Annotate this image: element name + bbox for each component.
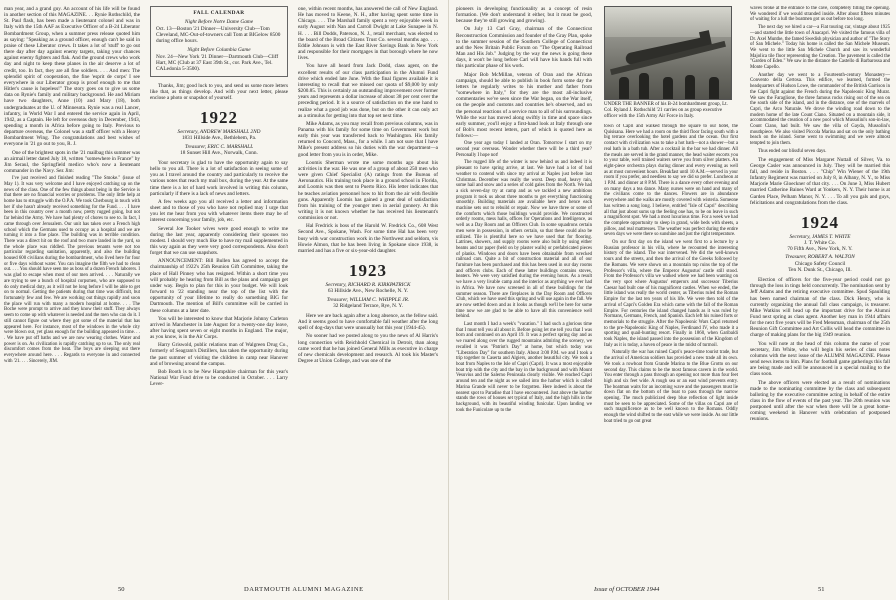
left-c3-para-5: Hal Fredrick is boss of the Harold W. Fredrick Co., 608 West Second Ave., Spokane, Wash. For some time Hal has been very busy with war construction work in the Northwest and seldom, vis Howie Almon, that he has been living in Spokane since 1938, is married and has a five or six-year-old daughter.	[298, 223, 438, 254]
right-c1-letter-3: Last month I had a week's "vacation." I had such a glorious time that I must tell you all about it. Before going let me tell you that I was born and continued on an April 19. It was a perfect spring day and as we roared along over the rugged mountains admiring the scenery, we recalled it was "Patriot's Day" at home, but which today was "Liberation Day" for southern Italy. About 3:00 P.M. we and I took a trip together to Caserta and Algiers, another beautiful city. We took a boat from Naples to the Isle of Capri (Capri). It was a most enjoyable boat trip with the city and the bay in the background and with Mount Vesuvius and the Salerno Peninsula clearly visible. We reached Capri around ten and the night as we sailed into the harbor which is called Marina Grande will never to be forgotten. Here indeed is about the nearest spot to Paradise that I have encountered. Just above the harbor stands the rows of houses set typical of Italy, and the high hills in the background, with its beautiful winding funicular. Upon landing we took the Funicolare up to the	[456, 322, 592, 413]
class-1924-treasurer-line-1: Chicago Safety Council	[794, 260, 846, 267]
class-1924-treasurer-line-2: Ten N. Dunk St., Chicago, Ill.	[788, 266, 852, 273]
left-c2-para-7: Bob Booth is to be New Hampshire chairman for this year's National War Fund drive to be conducted in October. . . . Larry Lever-	[150, 368, 288, 388]
left-c2-para-1: Your secretary is glad to have the opportunity again to say hello to you all. There is a lot of satisfaction in seeing some of you as I travel around the country and particularly to receive the various notes that reach my mail box, during the year. At the same time there is a lot of hard work involved in writing this column, particularly if there is a lack of news and letters.	[150, 159, 288, 197]
class-1924-secretary: Secretary, JAMES T. WHITE	[789, 233, 851, 240]
right-c2-para-2: On our first day on the island we went first to a lecture by a Russian professor in his villa, where he recounted the interesting history of the island. The war intervened. We did the well-known tours and the streets, and then the arrival of the Greeks followed by the Romans. We were shown on a mountain top ruins the top of the Professor's villa, where the Emperor Augustus' castle still stood. From the Professor's villa we walked where we had been wanting on the very spot where Augustus' emperors and successor Tiberius Caesar had built one of his magnificent castles. When we ended, the little island was really the world center, as Tiberius ruled the Roman Empire for the last ten years of his life. We were then told of the arrival of Capri's Golden Era which came with the fall of the Roman Empire. For centuries the island changed hands as it was ruled by Normans, Germans, French, and Spanish. Each left his ruined forts or memorials to the struggle. After the Napoleonic Wars Capri returned to the pre-Napoleonic King of Naples, Ferdinand IV, who made it a sporting and quail-hunting resort. Finally in 1860, when Garibaldi took Naples, the island passed into the possession of the Kingdom of Italy as it is today, a haven of peace in the midst of turmoil.	[604, 240, 738, 348]
right-c3-para-4: Thus ended our blissful seven days.	[758, 148, 827, 154]
left-page-number: 50	[118, 586, 125, 593]
right-c1-para-1: pioneers in developing functionality as a concept of resin formation. (We don't understand it either, but it must be good, because they're still growing and growing).	[456, 6, 592, 25]
page-spine	[448, 0, 449, 600]
aircraft-photo-icon	[604, 6, 732, 100]
left-c2-para-2: A few weeks ago you all received a letter and information sheet and to those of you who have not replied may I urge that you let me hear from you with whatever items there may be of interest concerning your family, job, etc.	[150, 198, 288, 224]
left-c3-after-1: Here we are back again after a long absence, as the fellow said. And it seems good to have comfortable fall weather after the long spell of dog-days that were unusually hot this year (1944-45).	[298, 312, 438, 332]
right-c2-para-1: town of Capri and walked through the square to our hotel, the Quisisana. Here we had a room on the third floor facing south with a big terrace overlooking the hotel gardens and the ocean. Our first contact with civilization was to take a hot bath—not a shower—but a real bath in a bath tub. After a cocktail in the bar we had dinner. All the meals are served in the grand manner, the head waiter escorts you to your table, well trained waiters serve you from silver platters. An eight-piece orchestra plays during dinner and every evening as well as at most convenient hours. Breakfast until 10 A.M.—served in your room if you prefer, and needless to say we did so prefer. Luncheon at 1 P.M. and dinner at 8 P.M. There is a dance every other evening and on many days a tea dance. Many nurses were on hand and many of the civilians come to the dances. Flowers are in abundance everywhere and the walks are mostly covered with wisteria. Someone has written a song long. I believe, entitled "Isle of Capri" describing all that just about sums up the feeling one has, to be on leave in such a magnificent spot. We had a most luxurious time. For a week we had the complete opportunity to sleep in grand, wide beds with sheets, a pillow, and real mattresses. The weather was perfect during the entire seven days we were there so sunshine and just the right temperature.	[604, 124, 738, 238]
class-1922-secretary-address: 1831 Hillside Ave., Bethlehem, Pa.	[181, 135, 257, 142]
fall-calendar-line-1: Oct. 13—Boston '21 Dinner—University Club—Tom Cleveland, MC-Out-of-towners call Tom at BIGelow 8500 during office hours.	[156, 25, 281, 45]
right-c1-letter-1: One year ago today I landed at Oran. Tomorrow I start on my second year overseas. Wonder whether there will be a third year? Personally I hope not!	[456, 141, 592, 158]
left-c1-letter: I've just received and finished reading "The Smoke." (issue of May 1). It was very welcome and I have enjoyed catching up on the news of the class. One of the few things about being in the Service is that there are no financial worries or problems. The only little help at home has to struggle with the O.P.A. We took Cherbourg in touch with her if she hasn't already received something for the Fund. . . . I have been in this country over a month now, pretty rugged going, but not far behind the Army. We have had plenty of chores to see to. In fact, I came through over Jerusalem. Our unit has taken over a French high school which the Germans used to occupy as a hospital and we are turning it into a fine place. The building was in terrible condition. There was a direct hit on the roof and two more landed in the yard, so the whole place was riddled. The previous tenants were not too particular regarding sanitation, apparently, and also the building housed 600 civilians during the bombardment, who lived here for four or five days without water. You can imagine the filth we had to clean out. . . . You should have seen me as boss of a dozen French laborers. I was glad to escape when most of our men arrived. . . . Naturally we are trying to see a bunch of hospital corpsmen, who are supposed to do only medical duty, as it will not be long before I will be able to get on to normal. Getting the patients during that time was difficult, but fortunately few and few. We are working out things rapidly and soon the place will run with many a modern hospital at home. . . . The Boche were prompt to arrive and they know their stuff. They always seem to come up with whatever is needed and the men who can do it. I still cannot figure out where they got some of the material that has appeared here. For instance, most of the windows in the whole city were blown out, yet glass enough for the building appeared in time. . . . We have put off baths and we are now wearing clothes. Water and power is on. As civilization is rapidly catching up to us. The only real discomfort comes from the heat. The boys are sleeping out there everywhere around here. . . . Regards to everyone in and connected with '21. . . . Sincerely, JIM.	[4, 176, 140, 364]
right-c3-after-3: The above officers were elected as a result of nominations made to the nominating committee by the class and subsequent balloting by the executive committee acting in behalf of the entire class in the flow of events of the past year. The 20th reunion was postponed until after the war when there will be a great home-coming weekend in Hanover with celebration of postponed reunions.	[750, 379, 890, 423]
class-1923-secretary: Secretary, RICHARD R. KIRKPATRICK	[325, 282, 411, 289]
class-1924-treasurer: Treasurer, ROBERT A. WALTON	[785, 254, 855, 261]
left-c2-para-6: Harry Griswold, public relations man of Walgreen Drug Co., formerly of Seagram's Distillers, has taken the opportunity during the past summer of visiting the children in camp near Hanover and of browsing around the campus.	[150, 342, 288, 367]
left-c2-para-4: ANNOUNCEMENT: Bill Bullen has agreed to accept the chairmanship of 1922's 25th Reunion Gift Committee, taking the place of Hall Pinney who has resigned. Within a short time you will probably be hearing from Bill as the plans and campaign get under way. Begin to plan for this in your budget. We will look forward to '22 standing near the top of the list with the opportunity of your lifetime to really do something BIG for Dartmouth. The mention of Bill's committee will be carried in these columns at a later date.	[150, 258, 288, 314]
left-c3-para-3: Mike Adams, as you may recall from previous columns, was in Panama with his family for some time on Government work but early this year was transferred back to Washington. His family returned to Concord, Mass., for a while. I am not sure that I have Mike's present address so his duties with the war department—a good letter from you is in order, Mike.	[298, 120, 438, 158]
right-c1-para-2: On July 13 Carl Gray, chairman of the Connecticut Reconstruction Commission and founder of the Gray Plan, spoke to the summer session of the Southern College of Connecticut and the New Britain Public Forum on "The Operating Railroad Man and His Job." Judging by the way the news is going these days, it won't be long before Carl will have his hands full with this particular phase of his work.	[456, 26, 592, 70]
left-c1-para-1: man year, and a grand guy. An account of his life will be found in another section of this MAGAZINE. . . Rynie Rothschild, the St. Paul flash, has been made a lieutenant colonel and was in Italy with the 15th AAF as Executive Officer of a B-24 Liberator Bombardment Group, when a summer press release quoted him as saying: "Speaking as a ground officer, enough can't be said in praise of these Liberator crews. It takes a lot of 'stuff' to go out there day after day against enemy targets, taking your chances against enemy fighters and flak. And the ground crews who work day and night to keep these planes in the air deserve a lot of credit, too. In fact, they are all fine soldiers. . . . And men: The splendid spirit of cooperation, the fine 'esprit de corps' I see everywhere in our Liberator group is proof enough to me that Hitler's cause is hopeless!" The story goes on to give us some data on Rynie's family and military background. He and Miriam have two daughters, Anne (10) and Mary (18), both undergraduates at the U. of Minnesota. Rynie was a real Lancer, infantry, in World War I and entered the service again in April, 1942, as a Captain. He left for overseas duty in December, 1943, spending a month in Africa before going to Italy. Previous to departure overseas, the Colonel was a staff officer with a Heavy Bombardment Wing. The congratulations and best wishes of everyone in '21 go out to you, R. J.	[4, 6, 140, 148]
left-column-2	[150, 6, 288, 584]
left-column-1	[4, 6, 140, 584]
class-1924-secretary-line-2: 70 Fifth Ave., New York, N. Y.	[787, 246, 853, 253]
right-column-2-wrap	[600, 0, 742, 578]
left-c3-para-1: one, within recent months, has answered the call of New England. He has moved to Keene, N. H., after having spent some time in Chicago. . . . The Marshall family spent a very enjoyable week in early August with Nan and Carroll Dwight at Lake Sunapee in N. H. . . . Bill Dodds, Paterson, N. J., retail merchant, was elected to the board of the Broad Citizens Trust Co. several months ago. . . . Eddie Johnson is with the East River Savings Bank in New York and responsible for their mortgages in that borough where he now lives.	[298, 6, 438, 62]
class-1922-secretary: Secretary, ANDREW MARSHALL 2ND	[177, 129, 261, 136]
class-1923-treasurer: Treasurer, WILLIAM C. WHIPPLE JR.	[326, 296, 410, 303]
left-c2-para-5: You will be interested to know that Marjorie Johnny Carleton arrived in Manchester in late August for a twenty-one day leave, after having spent seven or eight months in England. The major, as you know, is in the Air Corps.	[150, 315, 288, 341]
right-c3-para-3: Another day we went to a Fourteenth-century Monastery—Convento della Certosa. This edifice, we learned, formed the headquarters of Hudson Lowe, the commander of the British Garrison in the Capri fight against the French during the Napoleonic King Murat. We saw the Faraglione, the three famous rocks rising out of the sea on the south side of the island, and in the distance, one of the marvels of Capri, the Arco Naturale. We drove the winding road down to the modern home of the late Count Ciano. Situated on a mountain side, it accommodated the creation of a new pool which Mussolini's son-in-law, Count Ciano, had built. We saw the villa of Gayda, Mussolini's mouthpiece. We also visited Piccola Marina and sat on the only bathing beach on the island. Some went to swimming and we were almost tempted to join them.	[750, 72, 890, 147]
class-1923-treasurer-address: 32 Ridgeland Terrace, Rye, N. Y.	[333, 302, 403, 309]
issue-label: Issue of OCTOBER 1944	[594, 586, 660, 593]
fall-calendar-box	[150, 6, 288, 77]
left-c3-para-2: You have all heard from Jack Dodd, class agent, on the excellent results of our class participation in the Alumni Fund drive which ended late June. With the final figures available it is interesting to recall that we missed our quota of $9,000 by only $200.85. This is certainly an outstanding improvement over former years and represents a dollar increase of about 38 per cent over the preceding period. It is a source of satisfaction on the one hand to realize what a good job was done, but on the other it can only act as a stimulus for getting into that top set next time.	[298, 63, 438, 119]
right-c3-after-2: You will note at the head of this column the name of your secretary, Jim White, who will begin his series of class notes columns with the next issue of the ALUMNI MAGAZINE. Please send news items to him. Plans for football game gatherings this fall are being made and will be announced in a special mailing to the class soon.	[750, 340, 890, 378]
class-1923-heading	[298, 262, 438, 309]
class-1923-secretary-address: 63 Hillside Ave., New Rochelle, N. Y.	[327, 288, 409, 295]
fall-calendar-line-2: Night Before Columbia Game	[187, 47, 251, 54]
right-page-number: 51	[818, 586, 825, 593]
fall-calendar-line-3: Nov. 24—New York '21 Dinner—Dartmouth Club—Cliff Hart, MC (Club at 37 East 39th St., cor. Park Ave., Tel. CALedonia 5-3500).	[156, 53, 279, 73]
left-c3-para-4: Loomis Sherman wrote me some months ago about his activities in the war. He was one of a group of about 250 men who were given Chief Specialist (A) ratings from the Bureau of Aeronautics. His training took place in a ground school in Florida, and Loomis was then sent to Puerto Rico. His letter indicates that he teaches aviation personnel how to hit from the air with flexible guns. Apparently Loomis has gained a great deal of satisfaction from his training of the younger men in aerial gunnery. At this writing it is not known whether he has received his lieutenant's commission or not.	[298, 159, 438, 222]
left-c1-para-2: One of the brightest spots in the '21 mailbag this summer was an airmail letter dated July 18, written "somewhere in France" by Jim Seraul, the Springfield medico who's now a lieutenant commander in the Navy. Sez Jim:	[4, 149, 140, 175]
class-1924-year: 1924	[801, 212, 839, 232]
right-c3-after-1: Election of officers for the five-year period could not go through the loss in tings held concurrently. The nomination sent by Jeff Adams and the retiring executive committee. Spud Spaulding has been named chairman of the class. Dick Henry, who is currently organizing the annual fall class campaign, is treasurer. Mike Watkins will head up the important drive for the Alumni Fund next spring as class agent. Another key man in 1944 affairs for the next five years will be Fred Mensman, chairman of the 25th Reunion Gift Committee and Art Collis will head the committee in charge of making plans for the big 1949 reunion.	[750, 277, 890, 339]
class-1922-heading	[150, 109, 288, 156]
class-1922-treasurer-address: 18 Sunset Hill Ave., Norwalk, Conn.	[180, 149, 258, 156]
left-c2-after-box: Thanks, Jim; good luck to you, and send us some more letters like that, as things develop. And with your next letter, please enclose a photo or snapshot of yourself.	[150, 82, 288, 101]
class-1922-treasurer: Treasurer, ERIC C. MARSHALL	[184, 143, 254, 150]
right-c1-letter-2: The rugged life of the winter is now behind us and indeed it is pleasant to have spring arrive, at last. We have had a lot of bad weather to contend with since my arrival at Naples just before last Christmas. December was really the worst. Deep mud, heavy rain, some hail and snow and a series of cold gales from the North. We had a sick seven-day try at camp and as we tackled a new ambitious program it took us about three months to get everything functioning smoothly. Building materials are available here and hence each machine sets out to rebuild or repair. Now we have three or some of the comforts which those buildings would provide. We constructed orderly rooms, mess halls, offices for Operations and Intelligence, as well as a Day Room and an Officers Club. In some squadrons certain men were in possession, in others certain, so that these could also be utilized. Tile is plentiful here so we have used that for flooring. Latrines, showers, and supply rooms were also built by using either beams and tar paper (held on by plaster walls) or prefabricated pieces of planks. Windows and doors have been obtainable from wrecked railroad cars. Quite a bit of construction material and all of our furniture has been purchased and this has been used in our day rooms and officers clubs. Each of these latter buildings contains stoves, heaters. We were very satisfied during the evening hours. As a result we have a very livable camp and the interior as anything we ever had in Africa. We have now screened in all of these buildings for the summer season. There are fireplaces in the Day Room and Officers Club, which we have used this spring and will use again in the fall. We are now settled down and as it looks as though we'll be here for some time now we are glad to be able to have all this convenience well behind.	[456, 160, 592, 320]
right-column-3	[750, 6, 890, 584]
class-1924-secretary-line-1: J. T. White Co.	[804, 240, 836, 247]
class-1922-year: 1922	[200, 108, 238, 128]
right-column-2	[604, 124, 738, 578]
right-c1-para-3: Major Bob McMillan, veteran of Oran and the African campaign, should be able to publish in book form some day the letters he regularly writes to his mother and father from "somewhere in Italy," for they are the most all-inclusive commentaries we've seen since the War began, on the War itself, on the people and customs and countries he's observed, and on the personal reactions of a service man to all of his surroundings. While the war has moved along swiftly in time and space since early summer, you'll enjoy a first-hand look at Italy through one of Bob's most recent letters, part of which is quoted here as follows:—	[456, 71, 592, 140]
left-c3-after-2: No sooner had we posted along to you the news of Al Harris's long connection with Reichhold Chemical in Detroit, than along came word that he has joined General Mills as executive in charge of new chemicals development and research. Al took his Master's Degree at Union College, and was one of the	[298, 333, 438, 364]
left-c2-para-3: Several Joe Tooker wives were good enough to write me during the last year, apparently considering their spouses too modest. I should very much like to have my mail supplemented in this way again as they were very good correspondents. Also don't forget that we can use snapshots.	[150, 225, 288, 257]
right-c3-announce: The engagement of Miss Margaret Nuttall of Silver, Va. to George Casler was announced in July. They will be married this fall, and reside in Boston. . . . "Chip" Win Wiener of the 19th Infantry Regiment was married on July 8, in Albany, N. Y., to Miss Marjorie Marie Gloeckner of that city. . . . On June 3, Miss Hubert married Catherine Baines Ward at Yonkers, N. Y. Their home is at Garden Place, Pelham Manor, N. Y. . . . To all you gals and guys, felicitations and congratulations from the class.	[750, 156, 890, 206]
right-c3-para-1: waves broke at the entrance to the cave, completely filling the opening. We wondered if we would stranded inside. After about fifteen minutes of waiting for a lull the boatmen got us out before too long.	[750, 6, 890, 23]
left-page	[0, 0, 446, 584]
right-column-1	[456, 6, 592, 584]
class-1924-heading	[750, 214, 890, 273]
right-c3-para-2: The next day we hired a car—a Fiat touring car, vintage about 1925—and started the little town of Anacapri. We visited the famous villa of Dr. Axel Munthe, the famed Swedish physician and author of "The Story of San Michele." Today his home is called the San Michele Museum. We went to the little San Michele Church and saw its wonderful Majolica tile floor representing the Creation. The pavement is called the "Garden of Eden." We saw in the distance the Castello di Barbarossa and Monte Capello.	[750, 25, 890, 71]
class-1923-year: 1923	[349, 261, 387, 281]
photo-caption: UNDER THE BANNER of his B-24 bombardment group, Lt. Col. Ryland J. Rothschild '21 carries on as group executive officer with the 15th Army Air Force in Italy.	[604, 102, 728, 119]
right-page-footer	[452, 584, 896, 598]
magazine-name: DARTMOUTH ALUMNI MAGAZINE	[244, 586, 364, 593]
right-c2-para-3: Naturally the war has ruined Capri's peace-time tourist trade, but the arrival of American soldiers has provided a new trade all its own. We took a rowboat from Grande Marina to the Blue Grotto on our second day. This claims to be the most famous cavern in the world. You enter through a pass through an opening not more than four feet high and six feet wide. A rough sea or an east wind prevents entry. The boatman waits for an incoming wave and the passengers must lie down flat on the bottom of the boat to pass through the narrow opening. The much publicized deep blue reflection of light inside must be seen to be appreciated. Some of the villas on Capri are of such magnificence as to be well known to the Romans. Oddly enough the wind shifted to the east while we were inside. As our little boat tried to go out great	[604, 350, 738, 424]
left-column-3	[298, 6, 438, 584]
fall-calendar-subtitle: Night Before Notre Dame Game	[184, 19, 254, 26]
fall-calendar-title: FALL CALENDAR	[193, 10, 245, 16]
left-page-footer	[0, 584, 446, 598]
right-page	[452, 0, 896, 584]
